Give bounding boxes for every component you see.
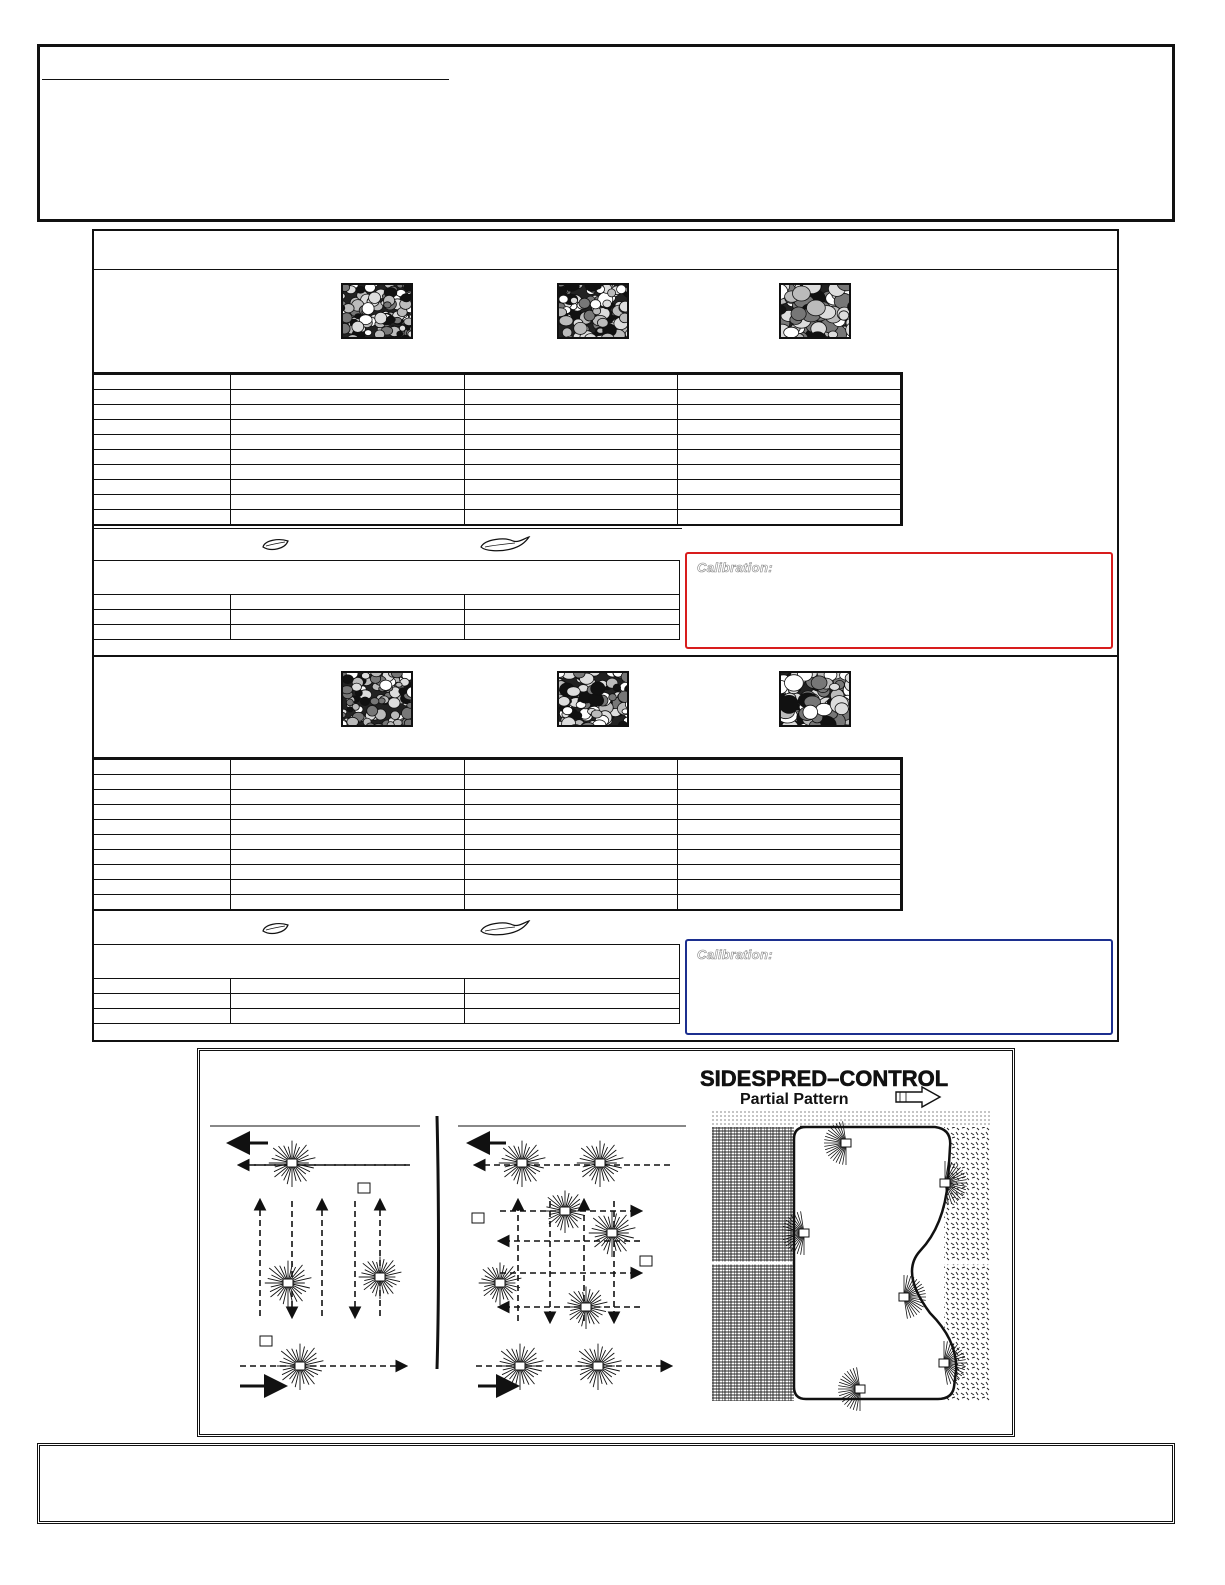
leaf-icon — [479, 919, 531, 942]
table-row — [94, 790, 902, 805]
table-cell — [94, 1009, 230, 1024]
table-cell — [94, 835, 230, 850]
table-cell — [94, 390, 230, 405]
table-cell — [677, 850, 902, 865]
granule-swatch-medium-icon — [557, 283, 629, 339]
table-cell — [677, 759, 902, 775]
table-cell — [677, 465, 902, 480]
calibration-title: Calibration: — [697, 947, 773, 962]
table-cell — [94, 480, 230, 495]
table-row — [94, 895, 902, 911]
table-row — [94, 835, 902, 850]
table-cell — [677, 420, 902, 435]
table-row — [94, 405, 902, 420]
table-cell — [94, 450, 230, 465]
table-row — [94, 759, 902, 775]
section-divider — [94, 655, 1117, 657]
logo-subtitle: Partial Pattern — [740, 1091, 849, 1108]
table-cell — [230, 390, 464, 405]
table-cell — [464, 420, 677, 435]
table-cell — [677, 790, 902, 805]
table-cell — [677, 390, 902, 405]
footer-box — [37, 1443, 1175, 1524]
table-row — [94, 865, 902, 880]
spread-pattern-panel — [197, 1048, 1015, 1437]
table-cell — [464, 835, 677, 850]
granule-swatch-coarse-icon — [779, 283, 851, 339]
table-cell — [464, 480, 677, 495]
leaf-icon — [479, 535, 531, 558]
table-cell — [230, 850, 464, 865]
table-row — [94, 450, 902, 465]
header-underline — [42, 79, 449, 80]
table-cell — [230, 865, 464, 880]
table-cell — [230, 495, 464, 510]
table-cell — [677, 510, 902, 526]
table-cell — [464, 610, 680, 625]
subtable-header-1 — [94, 560, 680, 595]
table-row — [94, 420, 902, 435]
table-cell — [230, 895, 464, 911]
settings-table-2 — [94, 757, 903, 911]
table-row — [94, 805, 902, 820]
table-cell — [230, 835, 464, 850]
table-cell — [464, 895, 677, 911]
table-cell — [464, 880, 677, 895]
table-cell — [230, 405, 464, 420]
table-cell — [464, 759, 677, 775]
table-row — [94, 820, 902, 835]
table-row — [94, 775, 902, 790]
table-cell — [94, 595, 230, 610]
table-cell — [230, 979, 464, 994]
settings-subtable-2 — [94, 979, 680, 1024]
table-cell — [230, 1009, 464, 1024]
table-cell — [677, 775, 902, 790]
table-cell — [464, 994, 680, 1009]
table-cell — [464, 595, 680, 610]
table-cell — [464, 805, 677, 820]
header-box — [37, 44, 1175, 222]
table-cell — [230, 880, 464, 895]
table-cell — [94, 420, 230, 435]
table-cell — [94, 820, 230, 835]
row-divider — [94, 528, 682, 529]
calibration-box-2 — [685, 939, 1113, 1035]
seed-icon — [261, 537, 291, 558]
spread-pattern-diagrams — [200, 1051, 1012, 1434]
table-cell — [464, 465, 677, 480]
table-row — [94, 435, 902, 450]
table-cell — [677, 880, 902, 895]
granule-swatch-medium-icon — [557, 671, 629, 727]
table-cell — [94, 790, 230, 805]
table-cell — [677, 435, 902, 450]
table-cell — [677, 450, 902, 465]
table-cell — [94, 979, 230, 994]
table-cell — [677, 820, 902, 835]
table-row — [94, 625, 680, 640]
table-cell — [94, 994, 230, 1009]
settings-subtable-1 — [94, 595, 680, 640]
logo-title: SIDESPRED–CONTROL — [700, 1066, 949, 1091]
table-cell — [230, 450, 464, 465]
table-row — [94, 994, 680, 1009]
table-cell — [464, 510, 677, 526]
calibration-title: Calibration: — [697, 560, 773, 575]
table-cell — [677, 895, 902, 911]
table-row — [94, 390, 902, 405]
table-row — [94, 595, 680, 610]
table-cell — [94, 850, 230, 865]
settings-header-divider — [94, 269, 1117, 270]
table-cell — [464, 374, 677, 390]
table-cell — [230, 480, 464, 495]
table-cell — [677, 835, 902, 850]
table-cell — [677, 495, 902, 510]
table-cell — [230, 610, 464, 625]
table-cell — [464, 790, 677, 805]
granule-swatch-coarse-icon — [779, 671, 851, 727]
table-cell — [464, 625, 680, 640]
table-cell — [94, 405, 230, 420]
table-cell — [94, 495, 230, 510]
table-cell — [464, 405, 677, 420]
table-cell — [677, 480, 902, 495]
table-cell — [94, 880, 230, 895]
table-cell — [230, 465, 464, 480]
table-row — [94, 850, 902, 865]
table-row — [94, 1009, 680, 1024]
table-cell — [94, 465, 230, 480]
table-row — [94, 465, 902, 480]
table-cell — [94, 759, 230, 775]
table-cell — [94, 435, 230, 450]
table-cell — [230, 625, 464, 640]
table-cell — [464, 1009, 680, 1024]
spreader-icon — [232, 1141, 410, 1390]
table-row — [94, 979, 680, 994]
table-cell — [464, 865, 677, 880]
table-row — [94, 480, 902, 495]
table-cell — [230, 595, 464, 610]
table-row — [94, 495, 902, 510]
table-cell — [94, 510, 230, 526]
table-cell — [677, 865, 902, 880]
table-cell — [230, 435, 464, 450]
table-cell — [94, 374, 230, 390]
table-row — [94, 510, 902, 526]
table-cell — [230, 759, 464, 775]
table-cell — [230, 510, 464, 526]
table-cell — [464, 450, 677, 465]
table-cell — [230, 775, 464, 790]
table-cell — [94, 895, 230, 911]
granule-swatch-fine-icon — [341, 283, 413, 339]
table-cell — [677, 374, 902, 390]
table-cell — [464, 435, 677, 450]
table-cell — [464, 390, 677, 405]
table-cell — [94, 775, 230, 790]
table-cell — [230, 994, 464, 1009]
table-cell — [94, 865, 230, 880]
table-cell — [464, 850, 677, 865]
seed-icon — [261, 921, 291, 942]
table-cell — [230, 790, 464, 805]
table-cell — [464, 979, 680, 994]
table-cell — [94, 805, 230, 820]
table-cell — [230, 820, 464, 835]
calibration-box-1 — [685, 552, 1113, 649]
table-cell — [230, 805, 464, 820]
table-cell — [230, 374, 464, 390]
table-cell — [464, 495, 677, 510]
table-row — [94, 374, 902, 390]
table-row — [94, 880, 902, 895]
granule-swatch-fine-icon — [341, 671, 413, 727]
settings-box — [92, 229, 1119, 1042]
table-cell — [464, 820, 677, 835]
table-row — [94, 610, 680, 625]
subtable-header-2 — [94, 944, 680, 979]
table-cell — [230, 420, 464, 435]
table-cell — [464, 775, 677, 790]
table-cell — [94, 610, 230, 625]
table-cell — [94, 625, 230, 640]
table-cell — [677, 805, 902, 820]
settings-table-1 — [94, 372, 903, 526]
table-cell — [677, 405, 902, 420]
